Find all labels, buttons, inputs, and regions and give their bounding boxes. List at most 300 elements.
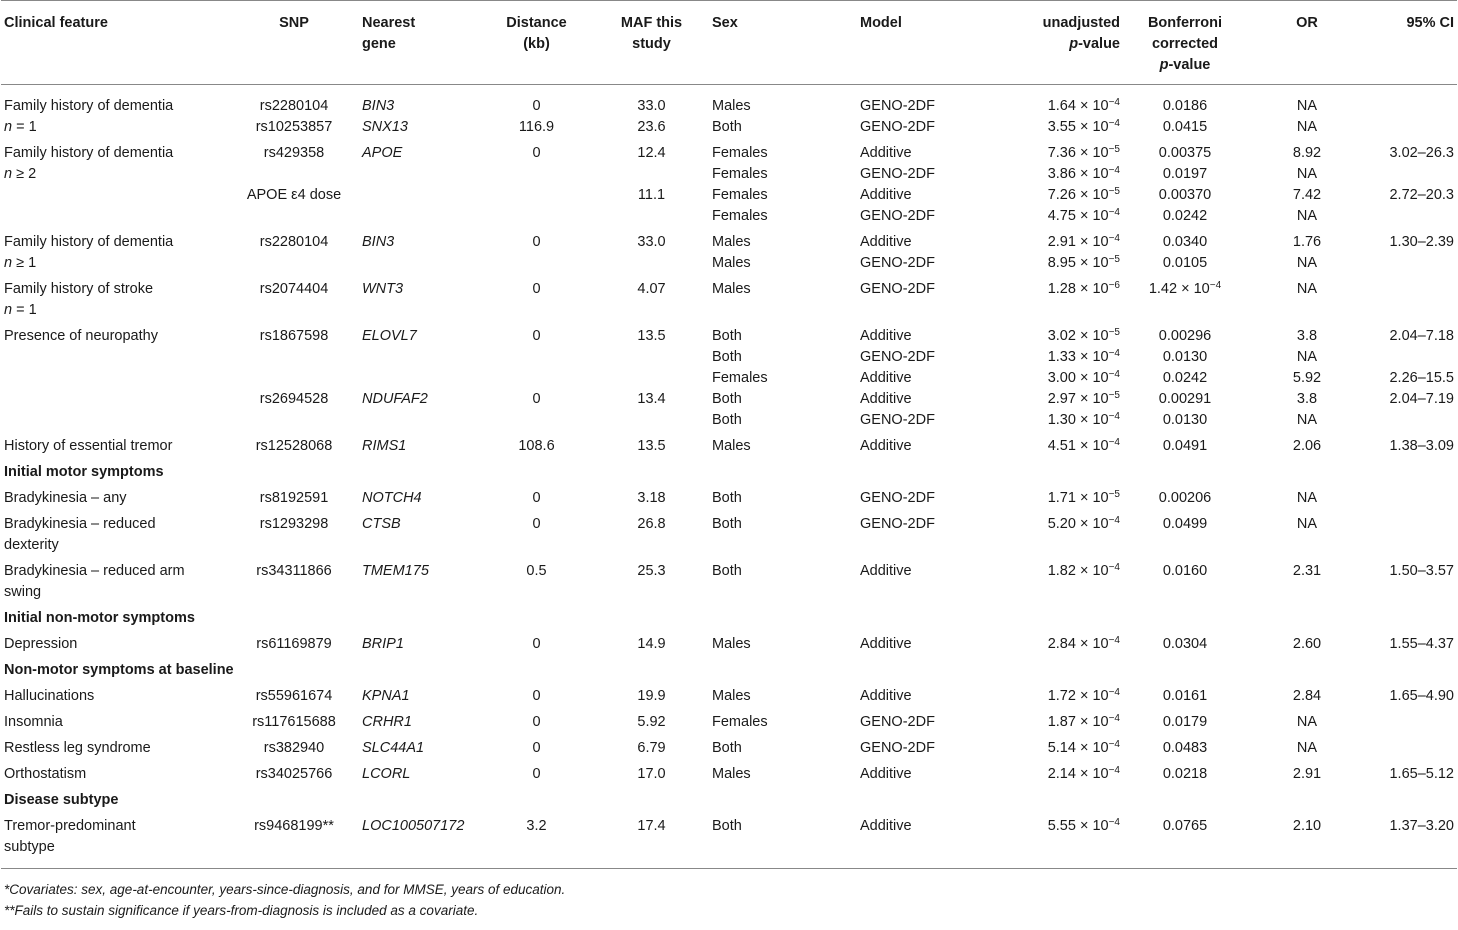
cell-snp: rs2280104 — [259, 234, 329, 250]
col-or: OR — [1296, 15, 1318, 31]
table-row — [1, 321, 1457, 347]
cell-snp: rs117615688 — [252, 714, 336, 730]
cell-dist: 0 — [532, 281, 541, 297]
cell-gene — [359, 253, 479, 274]
cell-dist: 0 — [532, 766, 541, 782]
cell-or: NA — [1296, 349, 1318, 365]
cell-bonf: 0.0105 — [1162, 255, 1208, 271]
cell-sex — [709, 300, 857, 321]
cell-ci — [1367, 483, 1457, 509]
times-ten: × 10 — [1079, 516, 1109, 532]
cell-maf: 5.92 — [637, 714, 666, 730]
cell-dist: 0 — [532, 98, 541, 114]
cell-feature — [1, 347, 229, 368]
cell-feature: Family history of dementia — [4, 98, 174, 114]
cell-maf — [594, 535, 709, 556]
cell-sex: Females — [712, 187, 768, 203]
cell-bonf: 0.00206 — [1158, 490, 1212, 506]
cell-ci: 2.04–7.18 — [1389, 328, 1454, 344]
cell-p — [985, 707, 1123, 733]
p-exponent: −4 — [1108, 515, 1120, 526]
table-footnotes — [4, 879, 1458, 921]
cell-dist — [479, 185, 594, 206]
cell-model: GENO-2DF — [860, 516, 935, 532]
cell-sex: Both — [712, 818, 742, 834]
cell-p — [985, 253, 1123, 274]
cell-snp: rs429358 — [263, 145, 325, 161]
cell-maf: 25.3 — [637, 563, 666, 579]
cell-snp — [229, 300, 359, 321]
cell-snp: rs55961674 — [255, 688, 333, 704]
cell-gene: RIMS1 — [362, 438, 407, 454]
cell-p — [985, 483, 1123, 509]
cell-ci: 1.65–5.12 — [1389, 766, 1454, 782]
cell-p — [985, 582, 1123, 603]
cell-maf: 6.79 — [637, 740, 666, 756]
table-row — [1, 274, 1457, 300]
cell-ci: 1.65–4.90 — [1389, 688, 1454, 704]
p-exponent: −4 — [1108, 437, 1120, 448]
cell-dist — [479, 368, 594, 389]
p-mantissa: 1.64 — [1047, 98, 1076, 114]
cell-or: 3.8 — [1296, 391, 1318, 407]
times-ten: × 10 — [1079, 281, 1109, 297]
cell-or: 5.92 — [1292, 370, 1322, 386]
p-mantissa: 1.82 — [1047, 563, 1076, 579]
cell-model: GENO-2DF — [860, 412, 935, 428]
times-ten: × 10 — [1079, 349, 1109, 365]
p-mantissa: 2.91 — [1047, 234, 1076, 250]
p-mantissa: 4.75 — [1047, 208, 1076, 224]
bonf-mantissa: 1.42 — [1148, 281, 1178, 297]
cell-feature: n ≥ 2 — [4, 166, 37, 182]
cell-p — [985, 681, 1123, 707]
cell-snp: APOE ε4 dose — [246, 187, 342, 203]
cell-ci — [1367, 274, 1457, 300]
p-exponent: −4 — [1108, 207, 1120, 218]
cell-or: 3.8 — [1296, 328, 1318, 344]
cell-maf: 26.8 — [637, 516, 666, 532]
p-exponent: −4 — [1108, 369, 1120, 380]
cell-gene — [359, 206, 479, 227]
cell-gene: SNX13 — [362, 119, 408, 135]
cell-snp: rs2280104 — [259, 98, 329, 114]
times-ten: × 10 — [1079, 818, 1109, 834]
cell-or: NA — [1296, 98, 1318, 114]
cell-sex: Males — [712, 636, 751, 652]
cell-maf: 23.6 — [637, 119, 666, 135]
cell-feature — [1, 368, 229, 389]
cell-bonf: 0.0304 — [1162, 636, 1208, 652]
table-body — [1, 85, 1457, 869]
p-mantissa: 3.86 — [1047, 166, 1076, 182]
cell-maf: 11.1 — [637, 187, 666, 203]
table-row — [1, 582, 1457, 603]
p-mantissa: 3.00 — [1047, 370, 1076, 386]
section-title: Initial non-motor symptoms — [4, 610, 195, 626]
times-ten: × 10 — [1079, 391, 1109, 407]
table-row — [1, 368, 1457, 389]
p-exponent: −4 — [1108, 817, 1120, 828]
cell-dist: 0 — [532, 688, 541, 704]
times-ten: × 10 — [1079, 234, 1109, 250]
cell-feature: Depression — [4, 636, 78, 652]
col-bonferroni-p: Bonferroni corrected p-value — [1147, 15, 1223, 73]
cell-or: 2.06 — [1292, 438, 1322, 454]
col-95-ci: 95% CI — [1406, 15, 1454, 31]
cell-dist — [479, 253, 594, 274]
cell-sex: Both — [712, 391, 742, 407]
p-mantissa: 3.55 — [1047, 119, 1076, 135]
cell-snp — [229, 368, 359, 389]
cell-snp — [229, 582, 359, 603]
cell-gene: NOTCH4 — [362, 490, 422, 506]
table-row — [1, 733, 1457, 759]
cell-bonf — [1123, 535, 1247, 556]
cell-gene — [359, 347, 479, 368]
p-mantissa: 5.14 — [1047, 740, 1076, 756]
p-exponent: −5 — [1108, 489, 1120, 500]
cell-snp: rs9468199** — [254, 818, 334, 834]
table-row — [1, 811, 1457, 837]
cell-p — [985, 811, 1123, 837]
col-maf: MAF this study — [620, 15, 683, 52]
cell-gene: SLC44A1 — [362, 740, 425, 756]
cell-dist — [479, 347, 594, 368]
cell-maf — [594, 253, 709, 274]
times-ten: × 10 — [1079, 187, 1109, 203]
cell-model: GENO-2DF — [860, 281, 935, 297]
cell-p — [985, 368, 1123, 389]
cell-maf: 19.9 — [637, 688, 666, 704]
cell-bonf: 0.0415 — [1162, 119, 1208, 135]
cell-or: NA — [1296, 516, 1318, 532]
cell-bonf: 0.0186 — [1162, 98, 1208, 114]
cell-maf — [594, 164, 709, 185]
times-ten: × 10 — [1079, 438, 1109, 454]
cell-dist: 0 — [532, 391, 541, 407]
cell-gene: LCORL — [362, 766, 411, 782]
cell-maf: 13.5 — [637, 328, 666, 344]
cell-p — [985, 535, 1123, 556]
cell-p — [985, 117, 1123, 138]
p-exponent: −4 — [1108, 562, 1120, 573]
p-exponent: −4 — [1108, 97, 1120, 108]
cell-maf: 33.0 — [637, 234, 666, 250]
cell-sex: Females — [712, 208, 768, 224]
cell-ci — [1367, 707, 1457, 733]
p-exponent: −5 — [1108, 186, 1120, 197]
cell-or: NA — [1296, 490, 1318, 506]
cell-p — [985, 410, 1123, 431]
p-mantissa: 7.36 — [1047, 145, 1076, 161]
cell-gene: APOE — [362, 145, 403, 161]
cell-sex: Males — [712, 766, 751, 782]
cell-feature: n = 1 — [4, 119, 37, 135]
p-mantissa: 1.28 — [1047, 281, 1076, 297]
cell-bonf: 0.00296 — [1158, 328, 1212, 344]
cell-or: 2.31 — [1292, 563, 1322, 579]
cell-sex: Both — [712, 516, 742, 532]
cell-ci — [1367, 582, 1457, 603]
cell-gene: BIN3 — [362, 234, 395, 250]
cell-feature: Insomnia — [4, 714, 63, 730]
cell-snp: rs61169879 — [256, 636, 332, 652]
cell-p — [985, 431, 1123, 457]
cell-snp: rs2694528 — [259, 391, 329, 407]
footnote-significance: **Fails to sustain significance if years-from-diagnosis is included as a covariate. — [4, 903, 479, 918]
cell-maf: 13.4 — [637, 391, 666, 407]
times-ten: × 10 — [1079, 563, 1109, 579]
cell-or — [1247, 582, 1367, 603]
cell-snp — [229, 837, 359, 869]
cell-ci — [1367, 206, 1457, 227]
cell-p — [985, 300, 1123, 321]
cell-bonf: 0.0242 — [1162, 370, 1208, 386]
cell-or — [1247, 535, 1367, 556]
section-title: Disease subtype — [4, 792, 119, 808]
cell-maf — [594, 837, 709, 869]
cell-or: 8.92 — [1292, 145, 1322, 161]
p-exponent: −6 — [1108, 280, 1120, 291]
cell-dist: 0 — [532, 714, 541, 730]
cell-maf: 12.4 — [637, 145, 666, 161]
cell-or: 1.76 — [1292, 234, 1322, 250]
cell-ci — [1367, 85, 1457, 118]
cell-p — [985, 347, 1123, 368]
cell-gene: CTSB — [362, 516, 401, 532]
association-results-table — [1, 0, 1457, 869]
col-clinical-feature: Clinical feature — [4, 15, 108, 31]
cell-bonf: 0.0491 — [1162, 438, 1208, 454]
cell-maf — [594, 582, 709, 603]
p-exponent: −4 — [1108, 411, 1120, 422]
cell-dist: 108.6 — [518, 438, 555, 454]
times-ten: × 10 — [1079, 145, 1109, 161]
cell-model — [857, 300, 985, 321]
cell-snp — [229, 535, 359, 556]
p-mantissa: 2.14 — [1047, 766, 1076, 782]
cell-sex: Females — [712, 145, 768, 161]
cell-or: NA — [1296, 255, 1318, 271]
p-mantissa: 5.55 — [1047, 818, 1076, 834]
cell-bonf — [1123, 582, 1247, 603]
cell-bonf: 0.0218 — [1162, 766, 1208, 782]
times-ten: × 10 — [1079, 412, 1109, 428]
cell-bonf: 0.0340 — [1162, 234, 1208, 250]
cell-sex: Females — [712, 370, 768, 386]
col-snp: SNP — [279, 15, 309, 31]
cell-p — [985, 509, 1123, 535]
cell-model: GENO-2DF — [860, 119, 935, 135]
cell-sex: Males — [712, 255, 751, 271]
cell-dist: 0 — [532, 234, 541, 250]
cell-bonf: 0.0499 — [1162, 516, 1208, 532]
cell-feature: Bradykinesia – reduced arm — [4, 563, 185, 579]
cell-bonf: 0.0197 — [1162, 166, 1208, 182]
cell-model — [857, 535, 985, 556]
section-title: Non-motor symptoms at baseline — [4, 662, 234, 678]
cell-model: Additive — [860, 563, 912, 579]
cell-maf: 4.07 — [637, 281, 666, 297]
p-exponent: −4 — [1108, 739, 1120, 750]
cell-sex: Both — [712, 349, 742, 365]
cell-model: Additive — [860, 391, 912, 407]
cell-dist: 0 — [532, 740, 541, 756]
table-row — [1, 759, 1457, 785]
cell-bonf — [1123, 300, 1247, 321]
p-mantissa: 2.84 — [1047, 636, 1076, 652]
p-exponent: −5 — [1108, 327, 1120, 338]
cell-feature: Bradykinesia – any — [4, 490, 127, 506]
col-distance: Distance (kb) — [506, 15, 567, 52]
cell-gene: WNT3 — [362, 281, 404, 297]
cell-snp — [229, 164, 359, 185]
cell-snp: rs382940 — [263, 740, 325, 756]
p-mantissa: 1.71 — [1047, 490, 1076, 506]
cell-ci: 1.50–3.57 — [1389, 563, 1454, 579]
table-row — [1, 556, 1457, 582]
cell-feature: swing — [4, 584, 42, 600]
cell-gene — [359, 582, 479, 603]
cell-p — [985, 733, 1123, 759]
cell-bonf: 0.0130 — [1162, 412, 1208, 428]
cell-bonf — [1123, 274, 1247, 300]
cell-bonf — [1123, 837, 1247, 869]
times-ten: × 10 — [1079, 766, 1109, 782]
cell-feature: Tremor-predominant — [4, 818, 136, 834]
cell-or: NA — [1296, 166, 1318, 182]
cell-gene — [359, 185, 479, 206]
cell-dist — [479, 206, 594, 227]
cell-dist — [479, 410, 594, 431]
cell-snp — [229, 253, 359, 274]
cell-model: GENO-2DF — [860, 166, 935, 182]
cell-model: Additive — [860, 328, 912, 344]
cell-or: NA — [1296, 208, 1318, 224]
cell-dist — [479, 582, 594, 603]
cell-model: GENO-2DF — [860, 98, 935, 114]
cell-maf — [594, 347, 709, 368]
table-row — [1, 629, 1457, 655]
table-row — [1, 300, 1457, 321]
cell-p — [985, 138, 1123, 164]
cell-feature: History of essential tremor — [4, 438, 173, 454]
cell-sex: Both — [712, 740, 742, 756]
cell-p — [985, 85, 1123, 118]
table-row — [1, 535, 1457, 556]
cell-snp: rs1293298 — [259, 516, 329, 532]
cell-model — [857, 582, 985, 603]
cell-snp: rs2074404 — [259, 281, 329, 297]
cell-dist: 0 — [532, 145, 541, 161]
cell-bonf: 0.0242 — [1162, 208, 1208, 224]
cell-snp: rs1867598 — [259, 328, 329, 344]
table-row — [1, 483, 1457, 509]
cell-snp: rs12528068 — [255, 438, 333, 454]
table-row — [1, 206, 1457, 227]
cell-feature: n = 1 — [4, 302, 37, 318]
cell-gene — [359, 368, 479, 389]
cell-maf — [594, 300, 709, 321]
cell-model: GENO-2DF — [860, 714, 935, 730]
table-row — [1, 410, 1457, 431]
cell-bonf: 0.0765 — [1162, 818, 1208, 834]
section-header-row — [1, 603, 1457, 629]
cell-gene — [359, 837, 479, 869]
times-ten: × 10 — [1079, 370, 1109, 386]
cell-dist: 0 — [532, 490, 541, 506]
cell-p — [985, 185, 1123, 206]
col-model: Model — [860, 15, 902, 31]
cell-model: GENO-2DF — [860, 255, 935, 271]
cell-feature: Orthostatism — [4, 766, 87, 782]
table-row — [1, 681, 1457, 707]
cell-or: NA — [1296, 740, 1318, 756]
times-ten: × 10 — [1079, 119, 1109, 135]
p-exponent: −4 — [1108, 118, 1120, 129]
col-sex: Sex — [712, 15, 738, 31]
table-row — [1, 85, 1457, 118]
cell-ci — [1367, 837, 1457, 869]
cell-ci: 1.55–4.37 — [1389, 636, 1454, 652]
p-exponent: −4 — [1108, 233, 1120, 244]
cell-sex: Males — [712, 688, 751, 704]
cell-gene: BRIP1 — [362, 636, 404, 652]
cell-model: GENO-2DF — [860, 349, 935, 365]
section-title: Initial motor symptoms — [4, 464, 164, 480]
cell-snp: rs8192591 — [259, 490, 329, 506]
cell-maf — [594, 410, 709, 431]
cell-feature: n ≥ 1 — [4, 255, 37, 271]
cell-snp: rs34311866 — [256, 563, 332, 579]
p-mantissa: 8.95 — [1047, 255, 1076, 271]
cell-ci — [1367, 347, 1457, 368]
section-header-row — [1, 785, 1457, 811]
col-nearest-gene: Nearest gene — [362, 15, 416, 52]
cell-feature: Family history of dementia — [4, 145, 174, 161]
cell-bonf: 0.00370 — [1158, 187, 1212, 203]
cell-gene: KPNA1 — [362, 688, 410, 704]
cell-sex — [709, 535, 857, 556]
cell-feature: Restless leg syndrome — [4, 740, 151, 756]
cell-feature: subtype — [4, 839, 55, 855]
table-row — [1, 117, 1457, 138]
cell-bonf: 0.0179 — [1162, 714, 1208, 730]
cell-sex: Females — [712, 166, 768, 182]
cell-p — [985, 759, 1123, 785]
table-row — [1, 138, 1457, 164]
times-ten: × 10 — [1079, 208, 1109, 224]
cell-sex: Both — [712, 412, 742, 428]
cell-dist — [479, 164, 594, 185]
cell-bonf: 0.00291 — [1158, 391, 1212, 407]
cell-snp: rs10253857 — [255, 119, 333, 135]
cell-p — [985, 274, 1123, 300]
cell-dist — [479, 300, 594, 321]
bonf-exponent: −4 — [1209, 280, 1222, 291]
cell-model: Additive — [860, 145, 912, 161]
cell-gene: CRHR1 — [362, 714, 412, 730]
times-ten: × 10 — [1079, 714, 1109, 730]
cell-model: Additive — [860, 818, 912, 834]
cell-dist: 3.2 — [526, 818, 547, 834]
cell-or: 2.10 — [1292, 818, 1322, 834]
cell-ci — [1367, 300, 1457, 321]
cell-feature: dexterity — [4, 537, 59, 553]
cell-gene — [359, 410, 479, 431]
p-mantissa: 1.33 — [1047, 349, 1076, 365]
